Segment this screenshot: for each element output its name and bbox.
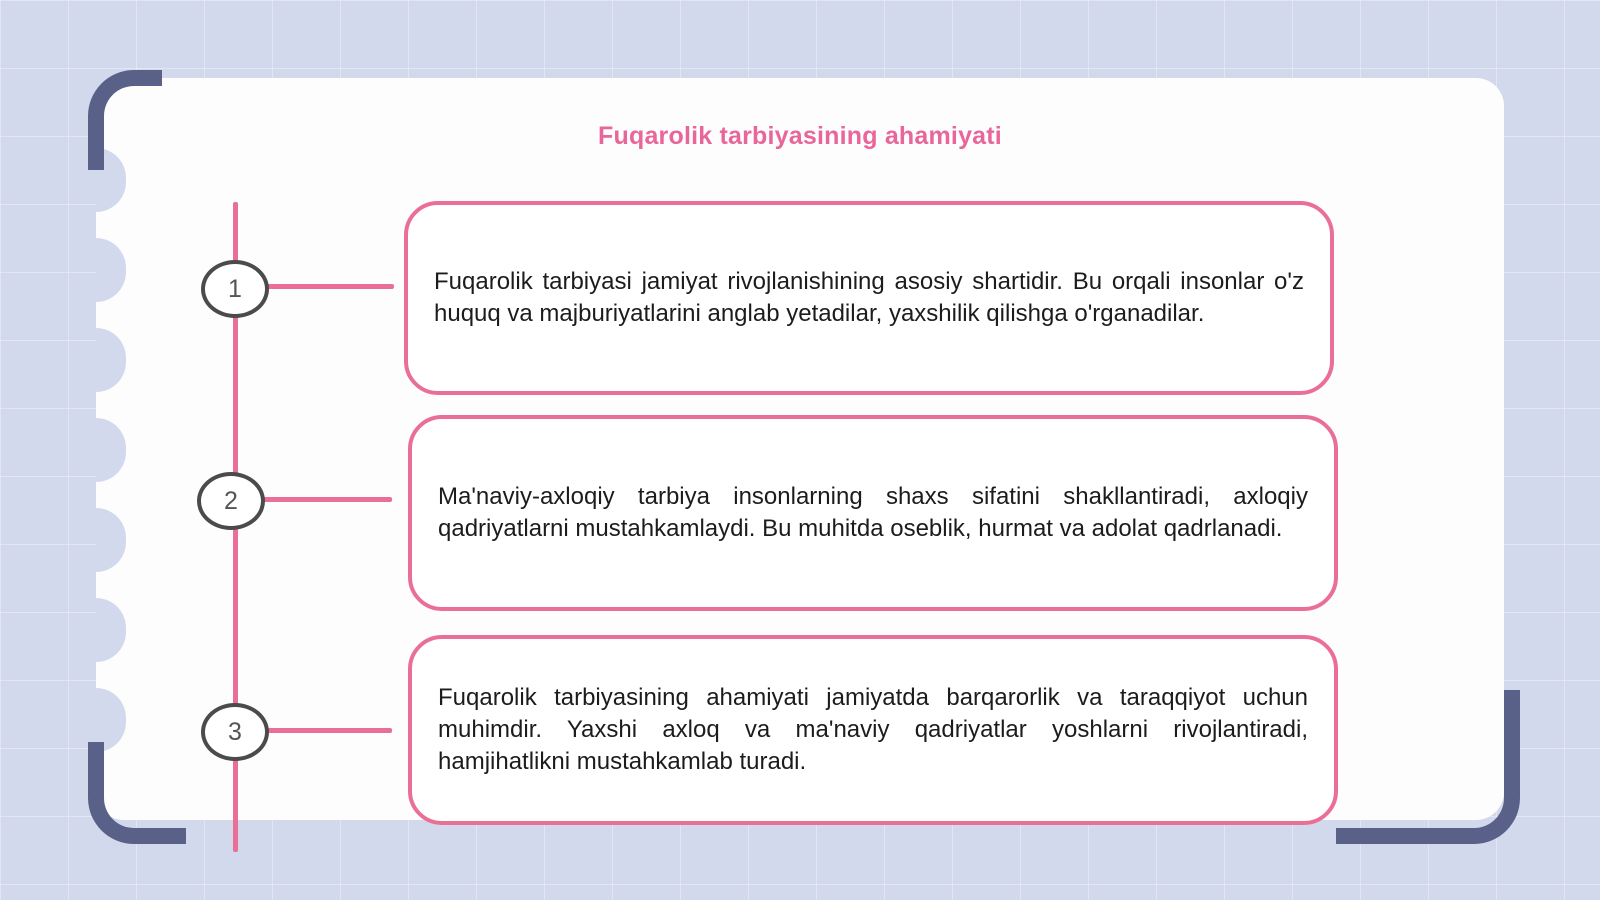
step-number-1: 1	[201, 260, 269, 318]
info-card-text: Fuqarolik tarbiyasi jamiyat rivojlanishining asosiy shartidir. Bu orqali insonlar o'z huquq va majburiyatlarini anglab yetadilar, yaxshilik qilishga o'rganadilar.	[434, 268, 1304, 327]
info-card-1	[404, 201, 1334, 395]
step-number-2: 2	[197, 472, 265, 530]
info-card-2	[408, 415, 1338, 611]
slide-title: Fuqarolik tarbiyasining ahamiyati	[598, 122, 1002, 150]
corner-bracket-top-left	[88, 70, 162, 170]
info-card-text: Fuqarolik tarbiyasining ahamiyati jamiyatda barqarorlik va taraqqiyot uchun muhimdir. Yaxshi axloq va ma'naviy qadriyatlar yoshlarni rivojlantiradi, hamjihatlikni mustahkamlab turadi.	[438, 684, 1308, 775]
timeline-connector-3	[266, 728, 392, 733]
info-card-text: Ma'naviy-axloqiy tarbiya insonlarning shaxs sifatini shakllantiradi, axloqiy qadriyatlarni mustahkamlaydi. Bu muhitda oseblik, hurmat va adolat qadrlanadi.	[438, 483, 1308, 542]
step-number-3: 3	[201, 703, 269, 761]
timeline-connector-1	[266, 284, 394, 289]
corner-bracket-bottom-right	[1336, 690, 1520, 844]
info-card-3	[408, 635, 1338, 825]
corner-bracket-bottom-left	[88, 742, 186, 844]
timeline-connector-2	[262, 497, 392, 502]
